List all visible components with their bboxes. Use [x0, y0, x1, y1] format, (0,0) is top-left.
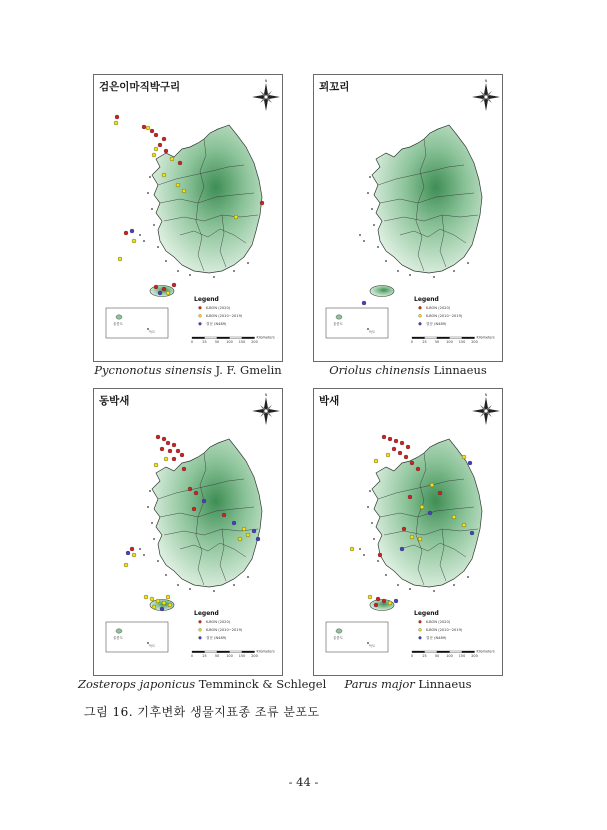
compass-north-label: N [264, 393, 268, 397]
islet [409, 588, 411, 590]
ulleung-island [336, 629, 342, 633]
occurrence-point [462, 455, 466, 459]
occurrence-point [154, 147, 158, 151]
islet [453, 270, 455, 272]
figure-caption: 그림 16. 기후변화 생물지표종 조류 분포도 [84, 705, 320, 719]
occurrence-point [438, 491, 442, 495]
occurrence-point [238, 537, 242, 541]
islet [189, 588, 191, 590]
scale-bar [191, 336, 275, 345]
scale-tick-label: 50 [214, 340, 220, 344]
occurrence-point [144, 595, 148, 599]
occurrence-point [152, 605, 156, 609]
legend-marker [199, 306, 202, 309]
occurrence-point [232, 521, 236, 525]
occurrence-point [234, 215, 238, 219]
occurrence-point [124, 231, 128, 235]
occurrence-point [170, 157, 174, 161]
occurrence-point [130, 547, 134, 551]
occurrence-point [182, 467, 186, 471]
scale-tick-label: 200 [471, 340, 478, 344]
inset-label-ulleung: 울릉도 [333, 636, 343, 640]
legend-item-label: K-BON (2010~2019) [206, 628, 243, 632]
scale-tick-label: 25 [202, 654, 207, 658]
occurrence-point [146, 126, 150, 130]
legend-item-label: 결문 (N489) [426, 322, 447, 326]
occurrence-point [156, 435, 160, 439]
islet [149, 490, 151, 492]
legend-item-label: K-BON (2020) [426, 306, 451, 310]
legend-marker [419, 306, 422, 309]
species-name: Pycnonotus sinensis [94, 363, 212, 377]
occurrence-point [400, 547, 404, 551]
species-name: Parus major [344, 677, 415, 691]
occurrence-point [470, 531, 474, 535]
occurrence-point [400, 441, 404, 445]
panel-title: 박새 [319, 395, 340, 407]
legend-item-label: K-BON (2010~2019) [206, 314, 243, 318]
occurrence-point [246, 533, 250, 537]
islet [157, 560, 159, 562]
occurrence-point [115, 115, 119, 119]
panel-title: 꾀꼬리 [319, 81, 350, 93]
map-panel-parus [313, 388, 503, 676]
occurrence-point [362, 301, 366, 305]
occurrence-point [154, 285, 158, 289]
islet [363, 554, 365, 556]
compass-north-label: N [484, 79, 488, 83]
occurrence-point [150, 129, 154, 133]
occurrence-point [418, 537, 422, 541]
occurrence-point [130, 229, 134, 233]
occurrence-point [162, 137, 166, 141]
islet [165, 574, 167, 576]
inset-label-dokdo: 독도 [368, 330, 376, 334]
inset-label-ulleung: 울릉도 [113, 636, 123, 640]
scale-unit-label: Kilometers [476, 649, 495, 654]
scale-tick-label: 0 [410, 654, 414, 658]
legend-marker [199, 628, 202, 631]
scale-tick-label: 200 [251, 340, 258, 344]
distribution-map [314, 75, 503, 362]
scale-tick-label: 50 [434, 654, 440, 658]
islet [233, 584, 235, 586]
islet [143, 554, 145, 556]
islet [153, 538, 155, 540]
occurrence-point [158, 291, 162, 295]
legend-item-label: 결문 (N489) [206, 322, 227, 326]
species-authority: Linnaeus [433, 363, 487, 377]
occurrence-point [182, 189, 186, 193]
occurrence-point [152, 153, 156, 157]
panel-title: 검은이마직박구리 [99, 81, 181, 93]
legend-item-label: 결문 (N489) [426, 636, 447, 640]
page-number: - 44 - [288, 775, 319, 789]
islet [371, 208, 373, 210]
compass-north-label: N [484, 393, 488, 397]
legend-title: Legend [414, 610, 439, 617]
occurrence-point [176, 449, 180, 453]
occurrence-point [388, 437, 392, 441]
islet [369, 176, 371, 178]
scale-tick-label: 200 [251, 654, 258, 658]
occurrence-point [382, 599, 386, 603]
scale-tick-label: 100 [226, 654, 233, 658]
compass-rose-icon [472, 79, 500, 111]
legend-item-label: 결문 (N489) [206, 636, 227, 640]
scale-tick-label: 100 [446, 654, 453, 658]
occurrence-point [156, 599, 160, 603]
occurrence-point [166, 291, 170, 295]
occurrence-point [394, 439, 398, 443]
korea-peninsula-shape [372, 439, 482, 587]
map-panel-oriolus [313, 74, 503, 362]
occurrence-point [118, 257, 122, 261]
islet [149, 176, 151, 178]
islet [177, 270, 179, 272]
occurrence-point [408, 495, 412, 499]
occurrence-point [192, 507, 196, 511]
occurrence-point [194, 491, 198, 495]
islet [385, 574, 387, 576]
occurrence-point [406, 445, 410, 449]
jeju-island [150, 286, 174, 297]
islet [467, 262, 469, 264]
occurrence-point [222, 513, 226, 517]
scale-unit-label: Kilometers [256, 335, 275, 340]
occurrence-point [158, 143, 162, 147]
panel-title: 동박새 [99, 395, 130, 407]
scale-tick-label: 100 [446, 340, 453, 344]
occurrence-point [256, 537, 260, 541]
occurrence-point [132, 239, 136, 243]
occurrence-point [162, 601, 166, 605]
islet [377, 560, 379, 562]
islet [371, 522, 373, 524]
scale-tick-label: 200 [471, 654, 478, 658]
occurrence-point [428, 511, 432, 515]
occurrence-point [142, 125, 146, 129]
islet [433, 590, 435, 592]
distribution-map [94, 389, 283, 676]
occurrence-point [176, 183, 180, 187]
islet [213, 276, 215, 278]
occurrence-point [168, 449, 172, 453]
islet [359, 548, 361, 550]
occurrence-point [162, 173, 166, 177]
legend-marker [419, 314, 422, 317]
occurrence-point [468, 461, 472, 465]
occurrence-point [410, 461, 414, 465]
islet [433, 276, 435, 278]
islet [165, 260, 167, 262]
occurrence-point [376, 597, 380, 601]
distribution-map [314, 389, 503, 676]
legend-item-label: K-BON (2020) [206, 306, 231, 310]
legend-marker [199, 322, 202, 325]
islet [377, 246, 379, 248]
species-authority: J. F. Gmelin [215, 363, 282, 377]
legend-marker [419, 628, 422, 631]
jeju-island [370, 286, 394, 297]
islet [157, 246, 159, 248]
legend-marker [419, 620, 422, 623]
occurrence-point [374, 603, 378, 607]
legend-marker [199, 620, 202, 623]
islet [373, 538, 375, 540]
islet [363, 240, 365, 242]
distribution-map [94, 75, 283, 362]
compass-rose-icon [472, 393, 500, 425]
occurrence-point [386, 453, 390, 457]
korea-peninsula-shape [372, 125, 482, 273]
compass-north-label: N [264, 79, 268, 83]
occurrence-point [374, 459, 378, 463]
occurrence-point [430, 483, 434, 487]
occurrence-point [124, 563, 128, 567]
species-name: Oriolus chinensis [329, 363, 431, 377]
species-caption [298, 677, 518, 691]
legend-title: Legend [194, 610, 219, 617]
map-panel-zosterops [93, 388, 283, 676]
scale-tick-label: 150 [458, 654, 466, 658]
inset-label-ulleung: 울릉도 [333, 322, 343, 326]
occurrence-point [404, 455, 408, 459]
occurrence-point [368, 595, 372, 599]
occurrence-point [126, 551, 130, 555]
scale-tick-label: 0 [190, 340, 194, 344]
legend-marker [419, 322, 422, 325]
islet [385, 260, 387, 262]
occurrence-point [378, 553, 382, 557]
islet [151, 522, 153, 524]
scale-tick-label: 25 [422, 654, 427, 658]
occurrence-point [462, 523, 466, 527]
legend-item-label: K-BON (2020) [206, 620, 231, 624]
islet [247, 262, 249, 264]
occurrence-point [132, 553, 136, 557]
species-caption [298, 363, 518, 377]
islet [409, 274, 411, 276]
islet [147, 506, 149, 508]
scale-tick-label: 150 [458, 340, 466, 344]
occurrence-point [172, 443, 176, 447]
islet [367, 192, 369, 194]
occurrence-point [150, 597, 154, 601]
occurrence-point [164, 149, 168, 153]
occurrence-point [168, 603, 172, 607]
occurrence-point [420, 505, 424, 509]
occurrence-point [160, 607, 164, 611]
occurrence-point [154, 463, 158, 467]
scale-bar [411, 650, 495, 659]
occurrence-point [398, 451, 402, 455]
islet [397, 584, 399, 586]
korea-peninsula-shape [152, 125, 262, 273]
islet [147, 192, 149, 194]
scale-tick-label: 50 [214, 654, 220, 658]
inset-label-dokdo: 독도 [148, 644, 156, 648]
scale-bar [411, 336, 495, 345]
occurrence-point [172, 457, 176, 461]
map-panel-pycnonotus [93, 74, 283, 362]
legend-item-label: K-BON (2010~2019) [426, 628, 463, 632]
occurrence-point [392, 447, 396, 451]
occurrence-point [164, 457, 168, 461]
compass-rose-icon [252, 79, 280, 111]
occurrence-point [242, 527, 246, 531]
occurrence-point [162, 287, 166, 291]
occurrence-point [160, 447, 164, 451]
occurrence-point [178, 161, 182, 165]
islet [397, 270, 399, 272]
islet [177, 584, 179, 586]
species-caption [78, 363, 298, 377]
inset-label-ulleung: 울릉도 [113, 322, 123, 326]
islet [151, 208, 153, 210]
species-authority: Linnaeus [418, 677, 472, 691]
occurrence-point [452, 515, 456, 519]
islet [373, 224, 375, 226]
scale-bar [191, 650, 275, 659]
islet [189, 274, 191, 276]
scale-tick-label: 25 [422, 340, 427, 344]
compass-rose-icon [252, 393, 280, 425]
ulleung-island [336, 315, 342, 319]
occurrence-point [166, 595, 170, 599]
inset-label-dokdo: 독도 [368, 644, 376, 648]
scale-tick-label: 25 [202, 340, 207, 344]
ulleung-island [116, 629, 122, 633]
scale-tick-label: 150 [238, 654, 246, 658]
species-caption [78, 677, 327, 691]
legend-marker [199, 314, 202, 317]
scale-unit-label: Kilometers [476, 335, 495, 340]
occurrence-point [172, 283, 176, 287]
species-authority: Temminck & Schlegel [198, 677, 327, 691]
legend-title: Legend [194, 296, 219, 303]
inset-label-dokdo: 독도 [148, 330, 156, 334]
occurrence-point [114, 121, 118, 125]
occurrence-point [382, 435, 386, 439]
scale-tick-label: 50 [434, 340, 440, 344]
occurrence-point [154, 133, 158, 137]
occurrence-point [410, 535, 414, 539]
legend-marker [419, 636, 422, 639]
occurrence-point [166, 441, 170, 445]
scale-tick-label: 0 [410, 340, 414, 344]
islet [213, 590, 215, 592]
islet [467, 576, 469, 578]
islet [153, 224, 155, 226]
occurrence-point [252, 529, 256, 533]
islet [139, 234, 141, 236]
occurrence-point [388, 601, 392, 605]
occurrence-point [260, 201, 264, 205]
occurrence-point [402, 527, 406, 531]
islet [369, 490, 371, 492]
scale-tick-label: 100 [226, 340, 233, 344]
occurrence-point [394, 599, 398, 603]
islet [367, 506, 369, 508]
korea-peninsula-shape [152, 439, 262, 587]
occurrence-point [188, 487, 192, 491]
islet [453, 584, 455, 586]
occurrence-point [180, 453, 184, 457]
occurrence-point [202, 499, 206, 503]
islet [139, 548, 141, 550]
legend-item-label: K-BON (2020) [426, 620, 451, 624]
islet [233, 270, 235, 272]
scale-tick-label: 150 [238, 340, 246, 344]
scale-tick-label: 0 [190, 654, 194, 658]
legend-item-label: K-BON (2010~2019) [426, 314, 463, 318]
legend-marker [199, 636, 202, 639]
ulleung-island [116, 315, 122, 319]
scale-unit-label: Kilometers [256, 649, 275, 654]
occurrence-point [416, 467, 420, 471]
species-name: Zosterops japonicus [78, 677, 196, 691]
occurrence-point [350, 547, 354, 551]
islet [247, 576, 249, 578]
islet [359, 234, 361, 236]
legend-title: Legend [414, 296, 439, 303]
islet [143, 240, 145, 242]
occurrence-point [162, 437, 166, 441]
